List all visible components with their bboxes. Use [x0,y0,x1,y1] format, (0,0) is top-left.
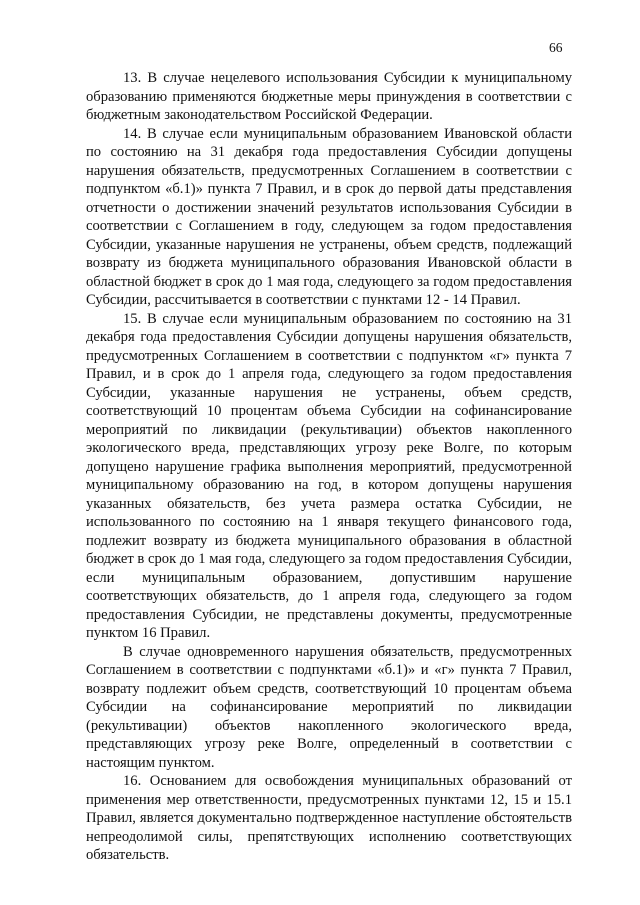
paragraph-15: 15. В случае если муниципальным образованием по состоянию на 31 декабря года предоставления Субсидии допущены нарушения обязательств, предусмотренных Соглашением в соответствии с подпунктом «г» пункта 7 Правил, и в срок до 1 апреля года, следующего за годом предоставления Субсидии, указанные нарушения не устранены, объем средств, соответствующий 10 процентам объема Субсидии на софинансирование мероприятий по ликвидации (рекультивации) объектов накопленного экологического вреда, представляющих угрозу реке Волге, по которым допущено нарушение графика выполнения мероприятий, предусмотренной муниципальному образованию на год, в котором допущены нарушения указанных обязательств, без учета размера остатка Субсидии, не использованного по состоянию на 1 января текущего финансового года, подлежит возврату из бюджета муниципального образования в областной бюджет в срок до 1 мая года, следующего за годом предоставления Субсидии, если муниципальным образованием, допустившим нарушение соответствующих обязательств, до 1 апреля года, следующего за годом предоставления Субсидии, не представлены документы, предусмотренные пунктом 16 Правил. [86,310,572,641]
paragraph-13: 13. В случае нецелевого использования Субсидии к муниципальному образованию применяются бюджетные меры принуждения в соответствии с бюджетным законодательством Российской Федерации. [86,70,572,123]
page-number: 66 [549,40,563,55]
paragraph-14: 14. В случае если муниципальным образованием Ивановской области по состоянию на 31 декабря года предоставления Субсидии допущены нарушения обязательств, предусмотренных Соглашением в соответствии с подпунктом «б.1)» пункта 7 Правил, и в срок до первой даты представления отчетности о достижении значений результатов использования Субсидии в соответствии с Соглашением в году, следующем за годом предоставления Субсидии, указанные нарушения не устранены, объем средств, подлежащий возврату из бюджета муниципального образования Ивановской области в областной бюджет в срок до 1 мая года, следующего за годом предоставления Субсидии, рассчитывается в соответствии с пунктами 12 - 14 Правил. [86,125,572,308]
paragraph-15-simultaneous-violation: В случае одновременного нарушения обязательств, предусмотренных Соглашением в соответствии с подпунктами «б.1)» и «г» пункта 7 Правил, возврату подлежит объем средств, соответствующий 10 процентам объема Субсидии на софинансирование мероприятий по ликвидации (рекультивации) объектов накопленного экологического вреда, представляющих угрозу реке Волге, определенный в соответствии с настоящим пунктом. [86,643,572,771]
paragraph-16: 16. Основанием для освобождения муниципальных образований от применения мер ответственности, предусмотренных пунктами 12, 15 и 15.1 Правил, является документально подтвержденное наступление обстоятельств непреодолимой силы, препятствующих исполнению соответствующих обязательств. [86,773,572,863]
document-body [86,69,572,865]
